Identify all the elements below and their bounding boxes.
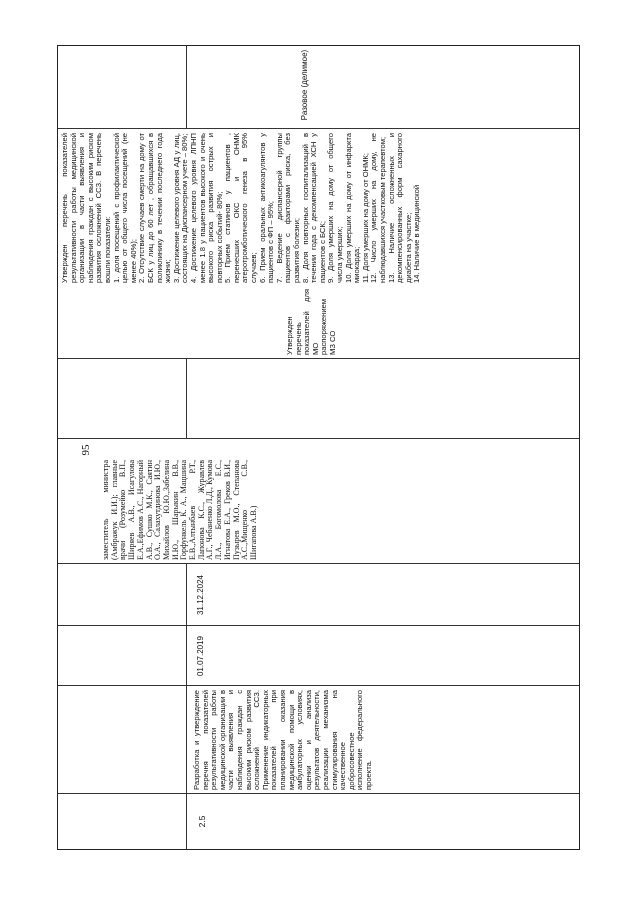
column-divider xyxy=(58,438,579,439)
indicator-item: 7. Ведение диспансерной группы пациентов с факторами риска, без развития болезни; xyxy=(274,133,302,283)
measure-name: Разработка и утверждение перечня показателей результативности работы медицинской организации в части выявления и наблюдения граждан с высоким риском развития осложнений ССЗ. Применение индикаторных показателей при планировании оказания медицинской помощи в амбулаторных условиях, оценки и анализа результатов деятельности, реализации механизма стимулирования на качественное добросовестное исполнение федерального проекта. xyxy=(192,690,373,790)
column-divider xyxy=(58,793,579,794)
row-divider xyxy=(186,45,187,129)
indicator-item: 3. Достижение целевого уровня АД у лиц, состоящих на Диспансерном учете – 80%; xyxy=(171,133,190,283)
start-date: 01.07.2019 xyxy=(196,635,205,677)
page-number: 95 xyxy=(80,444,92,456)
column-divider xyxy=(58,625,579,626)
indicator-item: 12. Число умерших на дому, не наблюдавшихся участковым терапевтом; xyxy=(369,133,387,283)
row-divider xyxy=(186,564,187,849)
indicator-item: 1. доля посещений с профилактической целью от общего числа посещений (не менее 40%); xyxy=(111,133,138,283)
indicators-intro: Утвержден перечень показателей результативности работы медицинской организации в части выявления и наблюдения граждан с высоким риском развития осложнений ССЗ. В перечень вошли показатели: xyxy=(60,133,112,283)
row-divider xyxy=(186,359,187,439)
indicator-item: 8. Доля повторных госпитализаций в течении года с декомпенсацией ХСН у пациентов с БСК; xyxy=(300,133,327,283)
indicator-item: 2. Отсутствие случаев смерти на дому от БСК у лиц до 60 лет , обращавшихся в поликлинику в течении последнего года жизни; xyxy=(137,133,173,283)
indicator-item: 14. Наличие в медицинской xyxy=(412,184,422,283)
indicator-item: 9. Доля умерших на дому от общего числа умерших; xyxy=(326,133,344,283)
indicator-item: 13. Наличие осложненных и декомпенсированных форм сахарного диабета на участке; xyxy=(386,133,413,283)
row-number: 2.5 xyxy=(197,815,207,828)
result-document: Утвержден перечень показателей для МО распоряжением МЗ СО xyxy=(285,289,337,355)
column-divider xyxy=(58,358,579,359)
column-divider xyxy=(58,128,579,129)
indicator-item: 4. Достижение целевого уровня ЛПНП менее 1.8 у пациентов высокого и очень высокого риска развития острых и повторных событий- 80%; xyxy=(188,133,224,283)
indicator-item: 11. Доля умерших на дому от ОНМК; xyxy=(360,153,370,283)
responsible-persons: заместитель министра (Амбражук И.И.); главные врачи (Розумейко В.П., Ширяев А.В., Исагулова Е.А.,Ефимов А.С., Нагорный А.В., Сушко М.К., Саятин О.А., Салахутдинова И.Ю., Михайлов Ю.Ю.,Забелина И.Ю., Шарыкин В.В., Горфункель К. А., Мацшина Е.В.,Алтынбаев Р.Т., Лапонова К.С., Журавлев А.Г., Чебаненко Л.Д., Кумова Л.А., Богомолова Е.С., Игнатова Е.А., Греков В.И., Пузырев М.О., Степанова А.С.,Мищенко С.В., Шигапова А.В.) xyxy=(101,460,258,560)
end-date: 31.12.2024 xyxy=(196,574,205,616)
periodicity: Разовое (делимое) xyxy=(300,49,309,121)
plan-table xyxy=(57,45,580,850)
column-divider xyxy=(58,563,579,564)
indicators-list xyxy=(61,133,422,283)
indicator-item: 6. Прием оральных антикоагулянтов у пациентов с ФП – 95%; xyxy=(257,133,276,283)
column-divider xyxy=(58,685,579,686)
indicator-item: 10. Доля умерших на дому от инфаркта миокарда; xyxy=(343,133,362,283)
indicator-item: 5. Прием статинов у пациентов , перенесших ОКС и ОНМК атеротромботического генеза в 95% случаев; xyxy=(223,133,259,283)
